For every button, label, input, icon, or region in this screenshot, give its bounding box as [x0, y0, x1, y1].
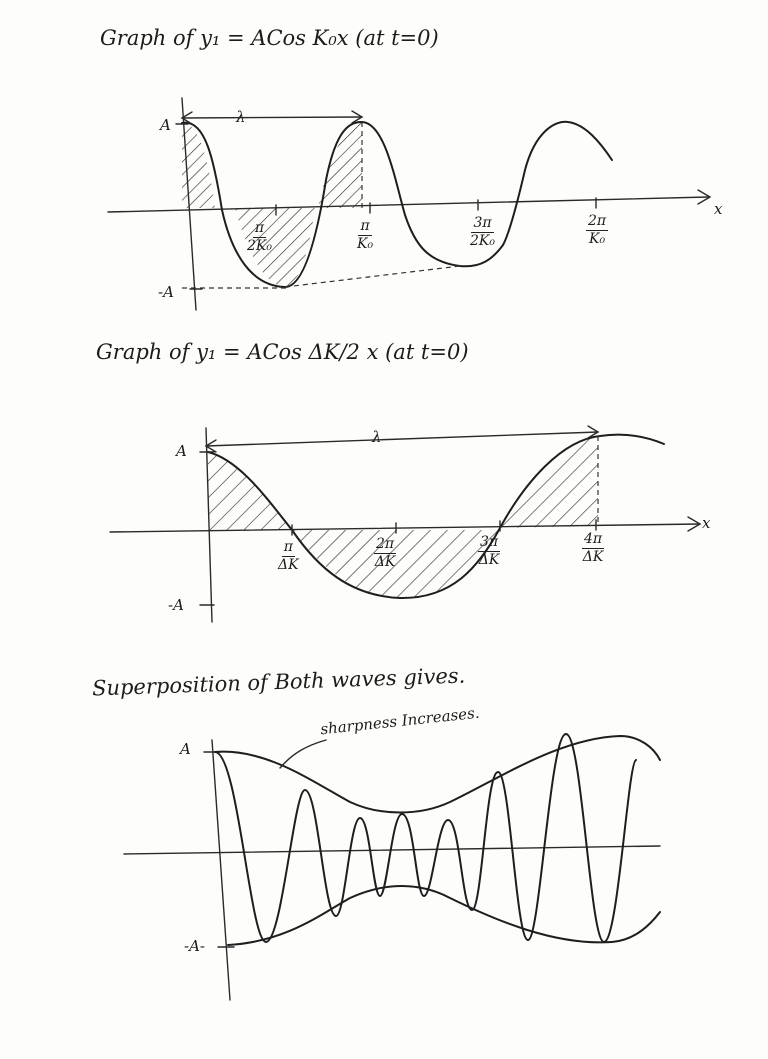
graph2-tick-label: $\frac{\pi}{\Delta K}$	[278, 539, 299, 573]
graph1-amp-pos-label: A	[160, 116, 171, 134]
graph2-hatch-region	[500, 437, 598, 528]
graph1-heading: Graph of y₁ = ACos K₀x (at t=0)	[100, 26, 439, 50]
graph2-tick-label: $\frac{2\pi}{\Delta K}$	[374, 536, 396, 570]
graph3-annotation: sharpness Increases.	[319, 703, 481, 739]
graph2-amp-neg-label: -A	[168, 596, 184, 614]
graph2-amp-pos-label: A	[176, 442, 187, 460]
graph1-tick-label: $\frac{2\pi}{\text{K₀}}$	[588, 213, 607, 247]
graph3-y-axis	[212, 740, 230, 1000]
graph2-tick-label: $\frac{4\pi}{\Delta K}$	[582, 531, 604, 565]
graph2-x-axis-label: x	[702, 514, 711, 532]
graph1-x-axis-label: x	[714, 200, 723, 218]
graph1-wavelength-label: λ	[236, 108, 246, 126]
graph2-heading: Graph of y₁ = ACos ΔK/2 x (at t=0)	[96, 340, 469, 364]
graph1-guide	[285, 266, 460, 287]
graph3-diagram	[0, 720, 768, 1020]
graph3-superposition-wave	[215, 734, 636, 942]
graph1-tick-label: $\frac{3\pi}{\text{2K₀}}$	[470, 215, 495, 249]
graph2-tick-label: $\frac{3\pi}{\Delta K}$	[478, 534, 500, 568]
graph2-wavelength-arrow	[206, 432, 598, 446]
graph3-heading: Superposition of Both waves gives.	[91, 663, 466, 701]
graph1-amp-neg-label: -A	[158, 283, 174, 301]
graph3-upper-envelope	[215, 736, 660, 813]
graph1-tick-label: $\frac{\pi}{\text{2K₀}}$	[247, 220, 272, 254]
graph3-annotation-pointer	[280, 740, 326, 768]
graph2-wavelength-label: λ	[372, 428, 382, 446]
graph1-wavelength-arrow	[182, 117, 362, 118]
graph1-tick-label: $\frac{\pi}{\text{K₀}}$	[357, 218, 374, 252]
graph2-hatch-region	[208, 452, 290, 530]
graph1-diagram	[0, 0, 768, 320]
graph3-amp-pos-label: A	[180, 740, 191, 758]
graph3-amp-neg-label: -A-	[184, 937, 205, 955]
